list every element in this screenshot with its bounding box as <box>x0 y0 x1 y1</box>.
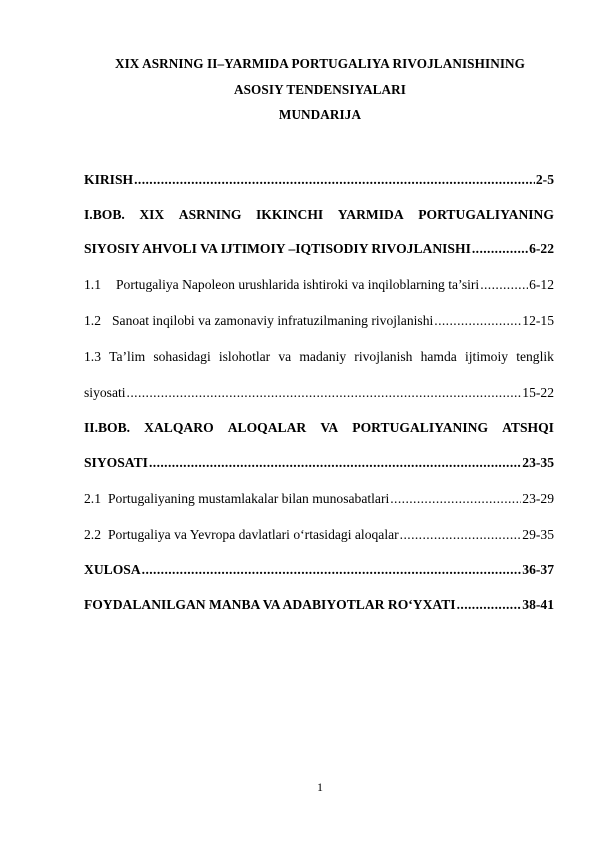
toc-word: PORTUGALIYANING <box>352 420 489 435</box>
toc-heading: MUNDARIJA <box>278 107 362 122</box>
toc-entry-xulosa[interactable] <box>84 562 554 578</box>
toc-entry-label: Portugaliyaning mustamlakalar bilan munosabatlari <box>108 491 390 506</box>
toc-entry-2-1[interactable] <box>84 491 554 507</box>
toc-word: madaniy <box>299 349 347 364</box>
toc-entry-pages: 2-5 <box>535 172 554 187</box>
dot-leader <box>134 172 535 188</box>
toc-entry-pages: 36-37 <box>522 562 554 577</box>
toc-entry-2-2[interactable] <box>84 527 554 543</box>
toc-entry-label: Portugaliya va Yevropa davlatlari o‘rtasidagi aloqalar <box>108 527 399 542</box>
toc-word: islohotlar <box>218 349 271 364</box>
toc-entry-1-3-line1[interactable] <box>84 349 554 365</box>
toc-section-number: 1.1 <box>84 277 101 292</box>
toc-word: tenglik <box>516 349 554 364</box>
dot-leader <box>149 455 521 471</box>
toc-word: YARMIDA <box>337 207 404 222</box>
toc-word: rivojlanish <box>354 349 413 364</box>
toc-entry-pages: 23-29 <box>522 491 554 506</box>
toc-word: hamda <box>420 349 457 364</box>
toc-word: VA <box>320 420 339 435</box>
toc-word: ASRNING <box>178 207 242 222</box>
toc-entry-bob2-line1[interactable] <box>84 420 554 436</box>
toc-entry-1-1[interactable] <box>84 277 554 293</box>
toc-entry-pages: 29-35 <box>522 527 554 542</box>
toc-word: va <box>278 349 292 364</box>
toc-entry-bob1-line2[interactable] <box>84 241 554 257</box>
dot-leader <box>434 313 521 329</box>
dot-leader <box>390 491 521 507</box>
toc-entry-adabiyotlar[interactable] <box>84 597 554 613</box>
dot-leader <box>457 597 522 613</box>
toc-entry-pages: 6-22 <box>529 241 554 256</box>
toc-word: ATSHQI <box>502 420 554 435</box>
toc-section-number: 2.2 <box>84 527 101 542</box>
page-number: 1 <box>317 780 323 794</box>
toc-entry-1-2[interactable] <box>84 313 554 329</box>
toc-section-number: 1.2 <box>84 313 101 328</box>
toc-word: ALOQALAR <box>227 420 307 435</box>
toc-entry-label: XULOSA <box>84 562 141 577</box>
toc-entry-label: Portugaliya Napoleon urushlarida ishtiroki va inqiloblarning ta’siri <box>116 277 480 292</box>
toc-word: sohasidagi <box>153 349 211 364</box>
toc-entry-pages: 38-41 <box>522 597 554 612</box>
toc-entry-kirish[interactable] <box>84 172 554 188</box>
toc-entry-pages: 6-12 <box>529 277 554 292</box>
dot-leader <box>472 241 528 257</box>
document-title-line-1: XIX ASRNING II–YARMIDA PORTUGALIYA RIVOJLANISHINING <box>114 56 526 71</box>
toc-word: IKKINCHI <box>255 207 324 222</box>
toc-entry-bob1-line1[interactable] <box>84 207 554 223</box>
toc-entry-1-3-line2[interactable] <box>84 385 554 401</box>
toc-word: XALQARO <box>144 420 214 435</box>
toc-entry-label: SIYOSATI <box>84 455 148 470</box>
toc-entry-label: FOYDALANILGAN MANBA VA ADABIYOTLAR RO‘YXATI <box>84 597 456 612</box>
toc-section-number: 2.1 <box>84 491 101 506</box>
dot-leader <box>400 527 522 543</box>
toc-word: Ta’lim <box>109 349 146 364</box>
document-title-line-2: ASOSIY TENDENSIYALARI <box>233 82 406 97</box>
toc-entry-label: Sanoat inqilobi va zamonaviy infratuzilmaning rivojlanishi <box>112 313 434 328</box>
toc-word: ijtimoiy <box>464 349 509 364</box>
toc-entry-label: SIYOSIY AHVOLI VA IJTIMOIY –IQTISODIY RIVOJLANISHI <box>84 241 471 256</box>
dot-leader <box>142 562 522 578</box>
toc-section-number: 1.3 <box>84 349 101 364</box>
toc-entry-pages: 23-35 <box>522 455 554 470</box>
toc-entry-label: KIRISH <box>84 172 134 187</box>
toc-entry-bob2-line2[interactable] <box>84 455 554 471</box>
toc-entry-pages: 15-22 <box>522 385 554 400</box>
toc-word: XIX <box>139 207 165 222</box>
toc-word: PORTUGALIYANING <box>418 207 554 222</box>
toc-entry-label: siyosati <box>84 385 126 400</box>
dot-leader <box>480 277 528 293</box>
toc-entry-pages: 12-15 <box>522 313 554 328</box>
toc-word: II.BOB. <box>84 420 131 435</box>
dot-leader <box>127 385 522 401</box>
toc-word: I.BOB. <box>84 207 125 222</box>
